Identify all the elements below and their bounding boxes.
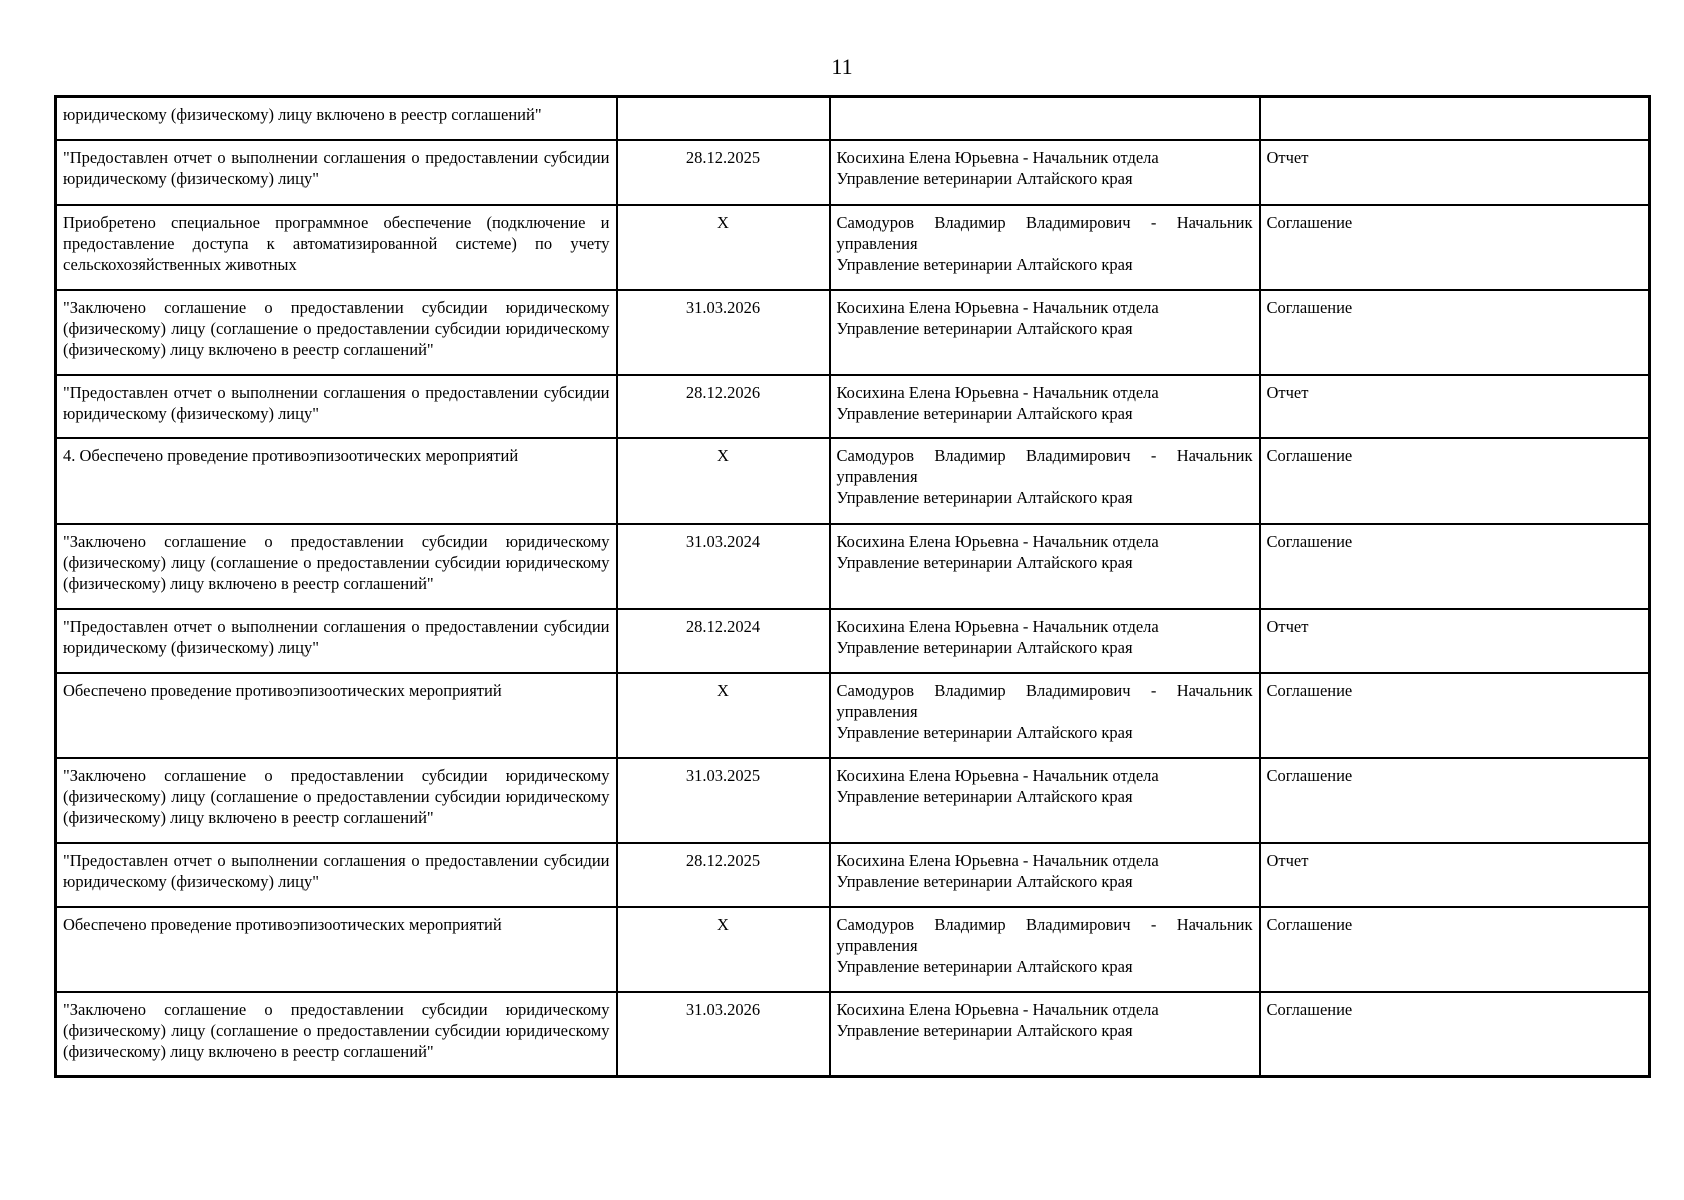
row-description: "Заключено соглашение о предоставлении субсидии юридическому (физическому) лицу (соглашение о предоставлении субсидии юридическому (физическому) лицу включено в реестр соглашений" — [56, 758, 617, 843]
row-date: 31.03.2026 — [617, 992, 830, 1077]
responsible-person: Самодуров Владимир Владимирович - Начальник управления — [836, 680, 1253, 721]
responsible-person: Косихина Елена Юрьевна - Начальник отдела — [836, 297, 1159, 317]
row-document: Отчет — [1260, 140, 1650, 205]
row-description: Обеспечено проведение противоэпизоотических мероприятий — [56, 673, 617, 758]
row-description: "Предоставлен отчет о выполнении соглашения о предоставлении субсидии юридическому (физическому) лицу" — [56, 140, 617, 205]
row-description: "Предоставлен отчет о выполнении соглашения о предоставлении субсидии юридическому (физическому) лицу" — [56, 609, 617, 673]
row-responsible — [830, 290, 1260, 375]
row-responsible — [830, 438, 1260, 524]
row-responsible — [830, 673, 1260, 758]
responsible-person: Косихина Елена Юрьевна - Начальник отдела — [836, 850, 1159, 870]
responsible-person: Самодуров Владимир Владимирович - Начальник управления — [836, 914, 1253, 955]
row-document: Соглашение — [1260, 673, 1650, 758]
responsible-person: Косихина Елена Юрьевна - Начальник отдела — [836, 147, 1159, 167]
row-date: X — [617, 907, 830, 992]
responsible-person: Самодуров Владимир Владимирович - Начальник управления — [836, 445, 1253, 486]
row-date: X — [617, 673, 830, 758]
row-document: Отчет — [1260, 609, 1650, 673]
row-description: "Заключено соглашение о предоставлении субсидии юридическому (физическому) лицу (соглашение о предоставлении субсидии юридическому (физическому) лицу включено в реестр соглашений" — [56, 992, 617, 1077]
row-responsible — [830, 992, 1260, 1077]
responsible-person: Самодуров Владимир Владимирович - Начальник управления — [836, 212, 1253, 253]
row-description: "Заключено соглашение о предоставлении субсидии юридическому (физическому) лицу (соглашение о предоставлении субсидии юридическому (физическому) лицу включено в реестр соглашений" — [56, 290, 617, 375]
table-row — [56, 97, 1650, 140]
table-row — [56, 907, 1650, 992]
responsible-organization: Управление ветеринарии Алтайского края — [836, 871, 1133, 891]
plan-table — [54, 95, 1651, 1078]
table-row — [56, 609, 1650, 673]
row-date: X — [617, 205, 830, 290]
row-document: Соглашение — [1260, 205, 1650, 290]
row-responsible — [830, 375, 1260, 438]
row-description: юридическому (физическому) лицу включено в реестр соглашений" — [56, 97, 617, 140]
row-responsible — [830, 843, 1260, 907]
responsible-organization: Управление ветеринарии Алтайского края — [836, 637, 1133, 657]
row-document: Отчет — [1260, 843, 1650, 907]
responsible-organization: Управление ветеринарии Алтайского края — [836, 552, 1133, 572]
row-date: 28.12.2026 — [617, 375, 830, 438]
table-row — [56, 843, 1650, 907]
row-description: Приобретено специальное программное обеспечение (подключение и предоставление доступа к автоматизированной системе) по учету сельскохозяйственных животных — [56, 205, 617, 290]
row-document: Соглашение — [1260, 992, 1650, 1077]
row-document: Соглашение — [1260, 438, 1650, 524]
row-document — [1260, 97, 1650, 140]
responsible-organization: Управление ветеринарии Алтайского края — [836, 722, 1133, 742]
table-row — [56, 140, 1650, 205]
row-date — [617, 97, 830, 140]
row-document: Соглашение — [1260, 907, 1650, 992]
row-document: Соглашение — [1260, 290, 1650, 375]
table-row — [56, 290, 1650, 375]
responsible-organization: Управление ветеринарии Алтайского края — [836, 403, 1133, 423]
row-document: Соглашение — [1260, 758, 1650, 843]
row-document: Отчет — [1260, 375, 1650, 438]
row-description: Обеспечено проведение противоэпизоотических мероприятий — [56, 907, 617, 992]
row-description: "Предоставлен отчет о выполнении соглашения о предоставлении субсидии юридическому (физическому) лицу" — [56, 375, 617, 438]
row-date: 28.12.2025 — [617, 843, 830, 907]
table-row — [56, 438, 1650, 524]
responsible-person: Косихина Елена Юрьевна - Начальник отдела — [836, 765, 1159, 785]
row-description: "Заключено соглашение о предоставлении субсидии юридическому (физическому) лицу (соглашение о предоставлении субсидии юридическому (физическому) лицу включено в реестр соглашений" — [56, 524, 617, 609]
row-date: 31.03.2026 — [617, 290, 830, 375]
responsible-organization: Управление ветеринарии Алтайского края — [836, 1020, 1133, 1040]
responsible-person: Косихина Елена Юрьевна - Начальник отдела — [836, 616, 1159, 636]
row-responsible — [830, 524, 1260, 609]
row-date: X — [617, 438, 830, 524]
row-description: 4. Обеспечено проведение противоэпизоотических мероприятий — [56, 438, 617, 524]
table-row — [56, 375, 1650, 438]
responsible-organization: Управление ветеринарии Алтайского края — [836, 786, 1133, 806]
responsible-person: Косихина Елена Юрьевна - Начальник отдела — [836, 999, 1159, 1019]
row-responsible — [830, 609, 1260, 673]
responsible-organization: Управление ветеринарии Алтайского края — [836, 254, 1133, 274]
responsible-organization: Управление ветеринарии Алтайского края — [836, 168, 1133, 188]
table-row — [56, 673, 1650, 758]
page-number: 11 — [831, 54, 853, 79]
table-row — [56, 205, 1650, 290]
row-description: "Предоставлен отчет о выполнении соглашения о предоставлении субсидии юридическому (физическому) лицу" — [56, 843, 617, 907]
row-responsible — [830, 758, 1260, 843]
responsible-person: Косихина Елена Юрьевна - Начальник отдела — [836, 531, 1159, 551]
row-responsible — [830, 140, 1260, 205]
responsible-person: Косихина Елена Юрьевна - Начальник отдела — [836, 382, 1159, 402]
row-date: 28.12.2025 — [617, 140, 830, 205]
responsible-organization: Управление ветеринарии Алтайского края — [836, 956, 1133, 976]
row-date: 28.12.2024 — [617, 609, 830, 673]
responsible-organization: Управление ветеринарии Алтайского края — [836, 318, 1133, 338]
row-responsible — [830, 907, 1260, 992]
row-document: Соглашение — [1260, 524, 1650, 609]
row-date: 31.03.2025 — [617, 758, 830, 843]
row-responsible — [830, 205, 1260, 290]
row-date: 31.03.2024 — [617, 524, 830, 609]
table-row — [56, 758, 1650, 843]
responsible-organization: Управление ветеринарии Алтайского края — [836, 487, 1133, 507]
table-row — [56, 524, 1650, 609]
row-responsible — [830, 97, 1260, 140]
table-row — [56, 992, 1650, 1077]
